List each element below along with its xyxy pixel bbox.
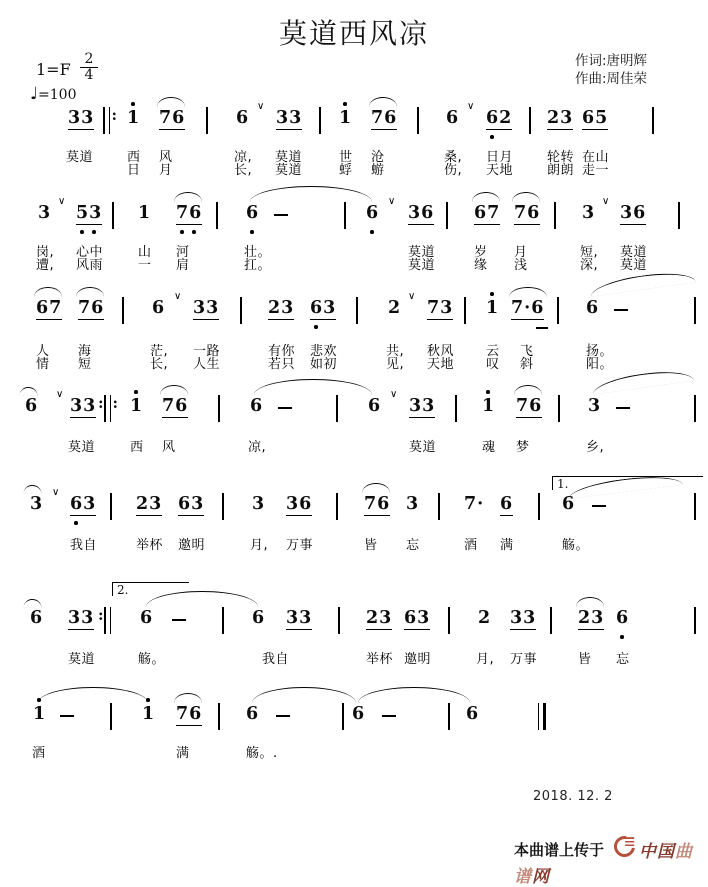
lyric-syllable: 心中 [76,245,104,260]
note: 6 [152,298,166,318]
lyric-syllable: 深, [580,258,599,273]
lyric-syllable: 云 [486,344,500,359]
octave-dot [314,325,318,329]
slur-tie-arc [34,287,62,297]
lyric-syllable: 酒 [464,538,478,553]
lyric-syllable: 岗, [36,245,55,260]
lyric-syllable: 月, [250,538,269,553]
score-line-1 [0,101,708,180]
duration-dash [276,715,290,717]
lyric-syllable: 莫道 [275,163,303,178]
note: 6 [500,494,514,514]
note: 76 [159,108,186,128]
octave-dot [134,390,138,394]
lyric-syllable: 秋风 [427,344,455,359]
note: 6 [446,108,460,128]
note: 6 [250,396,264,416]
lyric-syllable: 觞。 [562,538,590,553]
breath-mark: ∨ [56,389,64,400]
slur-tie-arc [157,97,185,107]
octave-dot [370,230,374,234]
breath-mark: ∨ [257,101,265,112]
lyric-syllable: 天地 [427,357,455,372]
note: 1 [33,704,47,724]
quarter-note-icon: ♩ [30,84,39,104]
lyric-syllable: 伤, [444,163,463,178]
barline [344,202,346,229]
breath-mark: ∨ [52,487,60,498]
lyric-syllable: 河 [176,245,190,260]
lyric-syllable: 酒 [32,746,46,761]
slur-tie-arc [160,385,188,395]
repeat-sign [104,395,111,422]
note: 1 [482,396,496,416]
note: 6 [586,298,600,318]
octave-dot [192,230,196,234]
score-line-5 [0,477,708,566]
slur-tie-arc [24,484,43,495]
breath-mark: ∨ [388,196,396,207]
barline [356,297,358,324]
note: 63 [178,494,205,514]
slur-tie-arc [20,386,39,397]
lyric-syllable: 人生 [193,357,221,372]
lyric-syllable: 邀明 [178,538,206,553]
breath-mark: ∨ [467,101,475,112]
lyric-syllable: 悲欢 [310,344,338,359]
site-footer [514,836,708,887]
barline [529,107,531,134]
lyric-syllable: 举杯 [366,652,394,667]
octave-dot [486,390,490,394]
note: 76 [162,396,189,416]
lyric-syllable: 风 [162,440,176,455]
note: 36 [620,203,647,223]
slur-tie-arc [358,687,470,703]
lyric-syllable: 浅 [514,258,528,273]
note: 23 [268,298,295,318]
barline [464,297,466,324]
barline [222,607,224,634]
lyric-syllable: 莫道 [620,258,648,273]
lyric-syllable: 岁 [474,245,488,260]
note: 2 [388,298,402,318]
barline [678,202,680,229]
note: 62 [486,108,513,128]
octave-dot [250,230,254,234]
lyric-syllable: 月 [159,163,173,178]
barline [110,703,112,730]
note: 76 [176,203,203,223]
lyric-syllable: 如初 [310,357,338,372]
note: 23 [578,608,605,628]
lyric-syllable: 忘 [616,652,630,667]
lyric-syllable: 飞 [520,344,534,359]
lyric-syllable: 若只 [268,357,296,372]
duration-dash [278,407,292,409]
barline [319,107,321,134]
lyric-syllable: 我自 [70,538,98,553]
uploaded-by-text: 本曲谱上传于 [514,841,605,859]
lyric-syllable: 满 [500,538,514,553]
lyric-syllable: 扬。 [586,344,614,359]
note: 1 [127,108,141,128]
tempo-value: =100 [38,87,77,103]
duration-dash [274,214,288,216]
barline [417,107,419,134]
date-stamp: 2018. 12. 2 [533,789,613,804]
note: 1 [339,108,353,128]
slur-tie-arc [174,693,202,703]
lyric-syllable: 缘 [474,258,488,273]
lyric-syllable: 莫道 [68,652,96,667]
octave-dot [80,230,84,234]
note: 33 [409,396,436,416]
site-logo-icon [610,832,639,861]
lyric-syllable: 觞。 [138,652,166,667]
note: 6 [30,608,44,628]
lyric-syllable: 梦 [516,440,530,455]
lyric-syllable: 轮转 [547,150,575,165]
lyric-syllable: 壮。 [244,245,272,260]
lyric-syllable: 万事 [510,652,538,667]
barline [558,395,560,422]
lyric-syllable: 见, [386,357,405,372]
lyric-syllable: 长, [234,163,253,178]
octave-dot [131,102,135,106]
barline [652,107,654,134]
note: 67 [474,203,501,223]
key-signature: 1=F [36,60,71,79]
volta-label: 1. [557,477,569,491]
lyric-syllable: 日 [127,163,141,178]
lyric-syllable: 西 [130,440,144,455]
breath-mark: ∨ [58,196,66,207]
slur-tie-arc [38,687,148,703]
lyric-syllable: 天地 [486,163,514,178]
lyric-syllable: 皆 [578,652,592,667]
note: 1 [138,203,152,223]
lyric-syllable: 日月 [486,150,514,165]
octave-dot [92,230,96,234]
slur-tie-arc [576,597,604,607]
barline [216,202,218,229]
lyric-syllable: 长, [150,357,169,372]
lyric-syllable: 莫道 [275,150,303,165]
barline [110,493,112,520]
barline [694,607,696,634]
octave-dot [146,698,150,702]
duration-dash [614,309,628,311]
note: 3 [582,203,596,223]
duration-dash [382,715,396,717]
slur-tie-arc [254,379,372,395]
note: 6 [246,203,260,223]
final-barline [538,703,546,730]
slur-tie-arc [472,192,500,202]
note: 6 [352,704,366,724]
note: 3 [588,396,602,416]
breath-mark: ∨ [390,389,398,400]
note: 63 [310,298,337,318]
barline [342,703,344,730]
repeat-sign [103,107,110,134]
barline [550,607,552,634]
note: 3 [252,494,266,514]
lyric-syllable: 风 [159,150,173,165]
note: 6 [25,396,39,416]
lyric-syllable: 世 [339,150,353,165]
lyric-syllable: 蜉 [339,163,353,178]
barline [338,607,340,634]
barline [554,202,556,229]
time-signature-numerator: 2 [80,52,98,68]
octave-dot [490,292,494,296]
note: 6 [246,704,260,724]
lyric-syllable: 茫, [150,344,169,359]
duration-dash [172,619,186,621]
barline [218,395,220,422]
lyric-syllable: 月, [476,652,495,667]
barline [222,493,224,520]
lyric-syllable: 短 [78,357,92,372]
note: 1 [142,704,156,724]
slur-tie-arc [174,192,202,202]
note: 23 [547,108,574,128]
barline [694,395,696,422]
lyric-syllable: 扛。 [244,258,272,273]
lyric-syllable: 海 [78,344,92,359]
lyric-syllable: 情 [36,357,50,372]
note: 6 [368,396,382,416]
lyric-syllable: 蝣 [371,163,385,178]
octave-dot [620,635,624,639]
note: 67 [36,298,63,318]
barline [122,297,124,324]
breath-mark: ∨ [602,196,610,207]
lyric-syllable: 月 [514,245,528,260]
barline [694,493,696,520]
lyric-syllable: 觞。. [246,746,278,761]
note: 33 [70,396,97,416]
note: 3 [30,494,44,514]
note: 23 [136,494,163,514]
lyric-syllable: 魂 [482,440,496,455]
note: 76 [364,494,391,514]
barline [336,493,338,520]
barline [538,493,540,520]
lyric-syllable: 斜 [520,357,534,372]
note: 73 [427,298,454,318]
barline [448,607,450,634]
barline [446,202,448,229]
lyric-syllable: 叹 [486,357,500,372]
repeat-sign [104,607,111,634]
score-line-2 [0,196,708,275]
score-line-4 [0,389,708,468]
slur-tie-arc [252,687,356,703]
slur-tie-arc [76,287,104,297]
slur-tie-arc [512,192,540,202]
lyric-syllable: 山 [138,245,152,260]
note: 1 [486,298,500,318]
note: 2 [478,608,492,628]
lyric-syllable: 我自 [262,652,290,667]
lyric-syllable: 乡, [586,440,605,455]
barline [112,202,114,229]
duration-dash [616,407,630,409]
lyric-syllable: 阳。 [586,357,614,372]
lyric-syllable: 朗朗 [547,163,575,178]
volta-label: 2. [117,583,129,597]
lyric-syllable: 桑, [444,150,463,165]
note: 76 [514,203,541,223]
lyric-syllable: 凉, [234,150,253,165]
barline [240,297,242,324]
song-title: 莫道西风凉 [278,17,429,50]
lyric-syllable: 沧 [371,150,385,165]
barline [218,703,220,730]
lyric-syllable: 皆 [364,538,378,553]
breath-mark: ∨ [408,291,416,302]
note: 76 [516,396,543,416]
lyric-syllable: 莫道 [408,258,436,273]
barline [206,107,208,134]
lyric-syllable: 莫道 [66,150,94,165]
lyric-syllable: 莫道 [620,245,648,260]
score-line-7 [0,704,708,776]
note: 6 [140,608,154,628]
note: 1 [130,396,144,416]
note: 33 [68,608,95,628]
slur-tie-arc [514,385,542,395]
lyric-syllable: 西 [127,150,141,165]
lyric-syllable: 一 [138,258,152,273]
note: 53 [76,203,103,223]
note: 23 [366,608,393,628]
note: 33 [510,608,537,628]
note: 6 [236,108,250,128]
barline [455,395,457,422]
note: 7·6 [511,298,545,318]
lyric-syllable: 满 [176,746,190,761]
barline [336,395,338,422]
composer-credit: 作曲:周佳荣 [575,71,648,87]
lyric-syllable: 肩 [176,258,190,273]
note: 33 [193,298,220,318]
note: 76 [176,704,203,724]
lyric-syllable: 莫道 [68,440,96,455]
note: 6 [562,494,576,514]
note: 6 [252,608,266,628]
slur-tie-arc [369,97,397,107]
lyric-syllable: 一路 [193,344,221,359]
lyric-syllable: 莫道 [408,245,436,260]
note: 63 [404,608,431,628]
note: 33 [276,108,303,128]
lyric-syllable: 人 [36,344,50,359]
note: 76 [78,298,105,318]
octave-dot [343,102,347,106]
breath-mark: ∨ [174,291,182,302]
lyric-syllable: 凉, [248,440,267,455]
note: 76 [371,108,398,128]
note: 3 [406,494,420,514]
duration-dash [60,715,74,717]
site-name: 中国曲谱网 [514,842,694,887]
note: 36 [286,494,313,514]
lyric-syllable: 忘 [406,538,420,553]
lyric-syllable: 莫道 [409,440,437,455]
lyric-syllable: 举杯 [136,538,164,553]
score-line-3 [0,291,708,372]
slur-tie-arc [250,186,372,202]
lyric-syllable: 遭, [36,258,55,273]
lyric-syllable: 在山 [582,150,610,165]
slur-tie-arc [509,287,547,297]
sixteenth-underline [536,327,548,329]
barline [694,297,696,324]
note: 33 [68,108,95,128]
lyric-syllable: 万事 [286,538,314,553]
lyric-syllable: 走一 [582,163,610,178]
note: 6 [616,608,630,628]
lyric-syllable: 风雨 [76,258,104,273]
lyric-syllable: 短, [580,245,599,260]
note: 33 [286,608,313,628]
note: 7· [464,494,485,514]
lyric-syllable: 邀明 [404,652,432,667]
lyric-syllable: 有你 [268,344,296,359]
barline [438,493,440,520]
slur-tie-arc [362,483,390,493]
barline [448,703,450,730]
barline [557,297,559,324]
octave-dot [74,521,78,525]
note: 36 [408,203,435,223]
time-signature-denominator: 4 [84,67,94,83]
note: 63 [70,494,97,514]
score-line-6 [0,583,708,680]
note: 6 [366,203,380,223]
note: 6 [466,704,480,724]
lyric-syllable: 共, [386,344,405,359]
octave-dot [490,135,494,139]
slur-tie-arc [24,598,43,609]
lyricist-credit: 作词:唐明辉 [575,53,648,69]
note: 65 [582,108,609,128]
duration-dash [592,505,606,507]
octave-dot [180,230,184,234]
note: 3 [38,203,52,223]
